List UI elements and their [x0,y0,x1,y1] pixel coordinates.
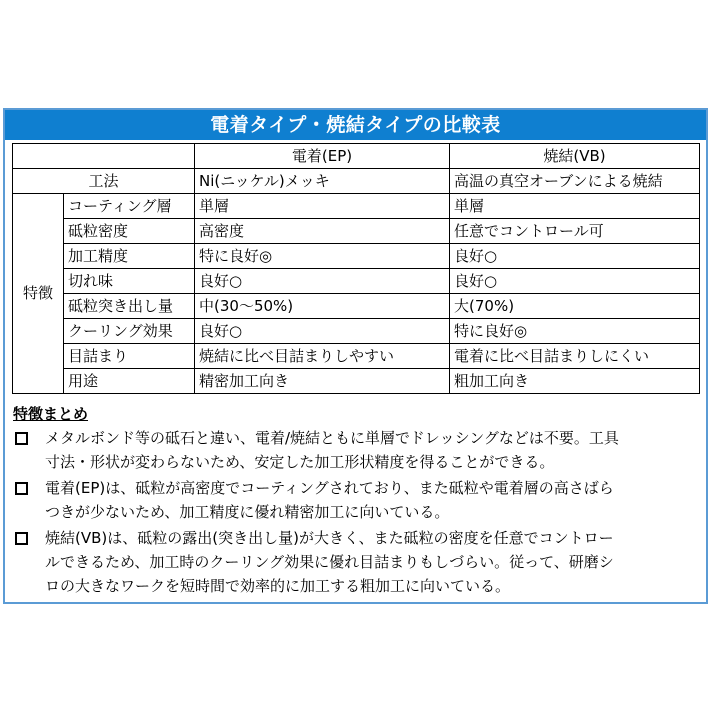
bullet-line: ルできるため、加工時のクーリング効果に優れ目詰まりもしづらい。従って、研磨シ [45,553,614,571]
row-label: クーリング効果 [64,319,195,344]
group-label: 特徴 [13,194,64,394]
row-label: 用途 [64,369,195,394]
table-row [13,319,700,344]
table-row [13,219,700,244]
row-label: 砥粒突き出し量 [64,294,195,319]
row-label: 砥粒密度 [64,219,195,244]
table-row [13,194,700,219]
table-row [13,294,700,319]
bullet-line: メタルボンド等の砥石と違い、電着/焼結ともに単層でドレッシングなどは不要。工具 [45,429,619,447]
method-ep: Ni(ニッケル)メッキ [195,169,450,194]
row-label: 加工精度 [64,244,195,269]
row-ep: 単層 [195,194,450,219]
row-vb: 大(70%) [450,294,700,319]
table-row [13,244,700,269]
summary-title: 特徴まとめ [13,405,89,423]
table-row [13,269,700,294]
page-title: 電着タイプ・焼結タイプの比較表 [5,110,706,140]
row-ep: 中(30〜50%) [195,294,450,319]
checkbox-square-icon [15,532,28,545]
method-label: 工法 [13,169,195,194]
row-vb: 任意でコントロール可 [450,219,700,244]
comparison-table [12,143,700,394]
row-label: コーティング層 [64,194,195,219]
table-header-row [13,144,700,169]
row-label: 目詰まり [64,344,195,369]
row-vb: 単層 [450,194,700,219]
summary-bullet [13,526,703,598]
row-vb: 良好○ [450,269,700,294]
row-vb: 良好○ [450,244,700,269]
bullet-line: 焼結(VB)は、砥粒の露出(突き出し量)が大きく、また砥粒の密度を任意でコントロー [45,529,614,547]
method-row [13,169,700,194]
row-ep: 精密加工向き [195,369,450,394]
bullet-line: つきが少ないため、加工精度に優れ精密加工に向いている。 [45,503,450,521]
row-vb: 電着に比べ目詰まりしにくい [450,344,700,369]
table-row [13,344,700,369]
bullet-line: 電着(EP)は、砥粒が高密度でコーティングされており、また砥粒や電着層の高さばら [45,479,614,497]
checkbox-square-icon [15,432,28,445]
row-vb: 粗加工向き [450,369,700,394]
row-ep: 特に良好◎ [195,244,450,269]
row-ep: 良好○ [195,319,450,344]
summary-bullet [13,426,703,474]
table-row [13,369,700,394]
summary-bullet [13,476,703,524]
row-vb: 特に良好◎ [450,319,700,344]
header-vb: 焼結(VB) [450,144,700,169]
checkbox-square-icon [15,482,28,495]
row-label: 切れ味 [64,269,195,294]
header-empty-cell [13,144,195,169]
row-ep: 焼結に比べ目詰まりしやすい [195,344,450,369]
bullet-line: 寸法・形状が変わらないため、安定した加工形状精度を得ることができる。 [45,453,555,471]
summary-section [13,403,703,600]
row-ep: 高密度 [195,219,450,244]
row-ep: 良好○ [195,269,450,294]
comparison-panel [3,108,708,604]
header-ep: 電着(EP) [195,144,450,169]
method-vb: 高温の真空オーブンによる焼結 [450,169,700,194]
bullet-line: ロの大きなワークを短時間で効率的に加工する粗加工に向いている。 [45,577,511,595]
